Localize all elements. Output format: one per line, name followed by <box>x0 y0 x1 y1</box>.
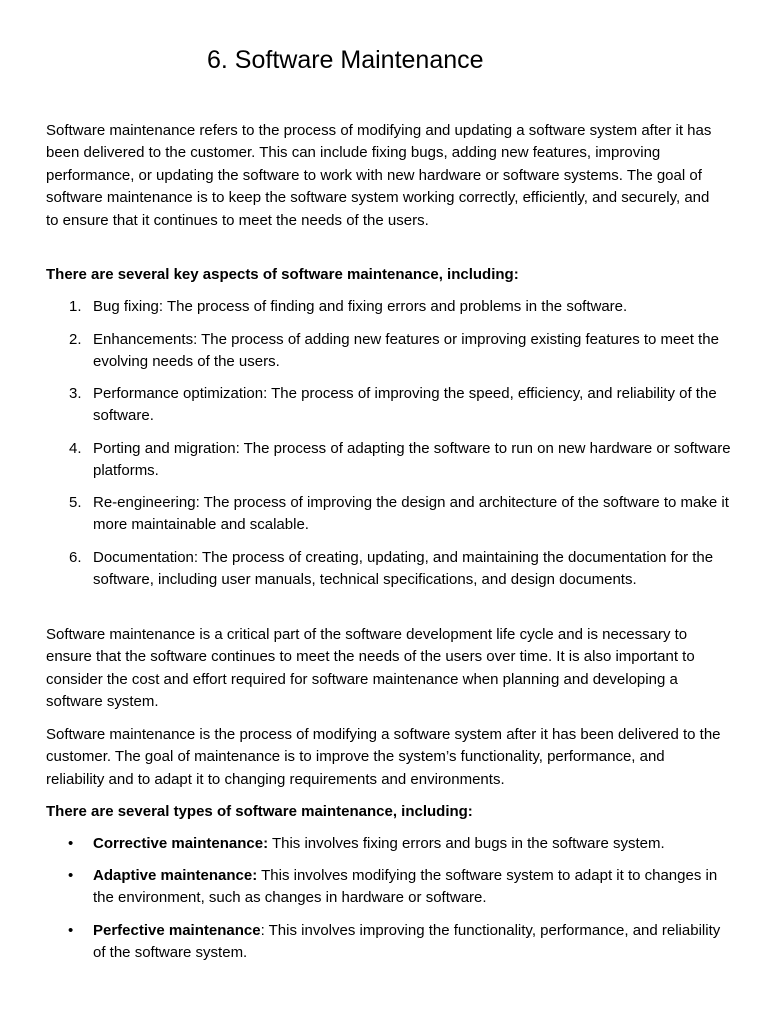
bullet-icon: • <box>68 867 74 884</box>
list-item-desc: : This involves improving the functionality, performance, and reliability of the software system. <box>93 922 721 962</box>
body-paragraph: Software maintenance is a critical part of the software development life cycle and is necessary to ensure that the software continues to meet the needs of the users over time. It is also important to consider the cost and effort required for software maintenance when planning and developing a software system. <box>46 626 695 711</box>
list-item: Bug fixing: The process of finding and fixing errors and problems in the software. <box>93 298 628 315</box>
list-number: 4. <box>69 440 82 457</box>
list-item-desc: This involves fixing errors and bugs in the software system. <box>268 835 665 852</box>
list-item: Re-engineering: The process of improving the design and architecture of the software to make it more maintainable and scalable. <box>93 494 729 534</box>
list-number: 1. <box>69 298 82 315</box>
list-item: Performance optimization: The process of improving the speed, efficiency, and reliability of the software. <box>93 385 717 425</box>
list-number: 3. <box>69 385 82 402</box>
list-item-term: Adaptive maintenance: <box>93 867 258 884</box>
list-item: Porting and migration: The process of adapting the software to run on new hardware or software platforms. <box>93 440 731 480</box>
list-item-term: Corrective maintenance: <box>93 835 269 852</box>
list-item: Documentation: The process of creating, updating, and maintaining the documentation for the software, including user manuals, technical specifications, and design documents. <box>93 549 714 589</box>
list-item <box>93 865 733 910</box>
list-item <box>93 920 733 965</box>
aspects-heading: There are several key aspects of software maintenance, including: <box>46 266 519 283</box>
body-paragraph: Software maintenance is the process of modifying a software system after it has been delivered to the customer. The goal of maintenance is to improve the system’s functionality, performance, and reliability and to adapt it to changing requirements and environments. <box>46 726 721 788</box>
page-title: 6. Software Maintenance <box>207 46 484 74</box>
list-number: 2. <box>69 331 82 348</box>
bullet-icon: • <box>68 922 74 939</box>
list-number: 6. <box>69 549 82 566</box>
list-item: Enhancements: The process of adding new features or improving existing features to meet the evolving needs of the users. <box>93 331 719 371</box>
list-item-desc: This involves modifying the software system to adapt it to changes in the environment, such as changes in hardware or software. <box>93 867 718 907</box>
list-item <box>93 833 733 855</box>
bullet-icon: • <box>68 835 74 852</box>
list-item-term: Perfective maintenance <box>93 922 261 939</box>
types-heading: There are several types of software maintenance, including: <box>46 803 473 820</box>
intro-paragraph: Software maintenance refers to the process of modifying and updating a software system after it has been delivered to the customer. This can include fixing bugs, adding new features, improving performance, or updating the software to work with new hardware or software systems. The goal of software maintenance is to keep the software system working correctly, efficiently, and securely, and to ensure that it continues to meet the needs of the users. <box>46 122 712 229</box>
list-number: 5. <box>69 494 82 511</box>
